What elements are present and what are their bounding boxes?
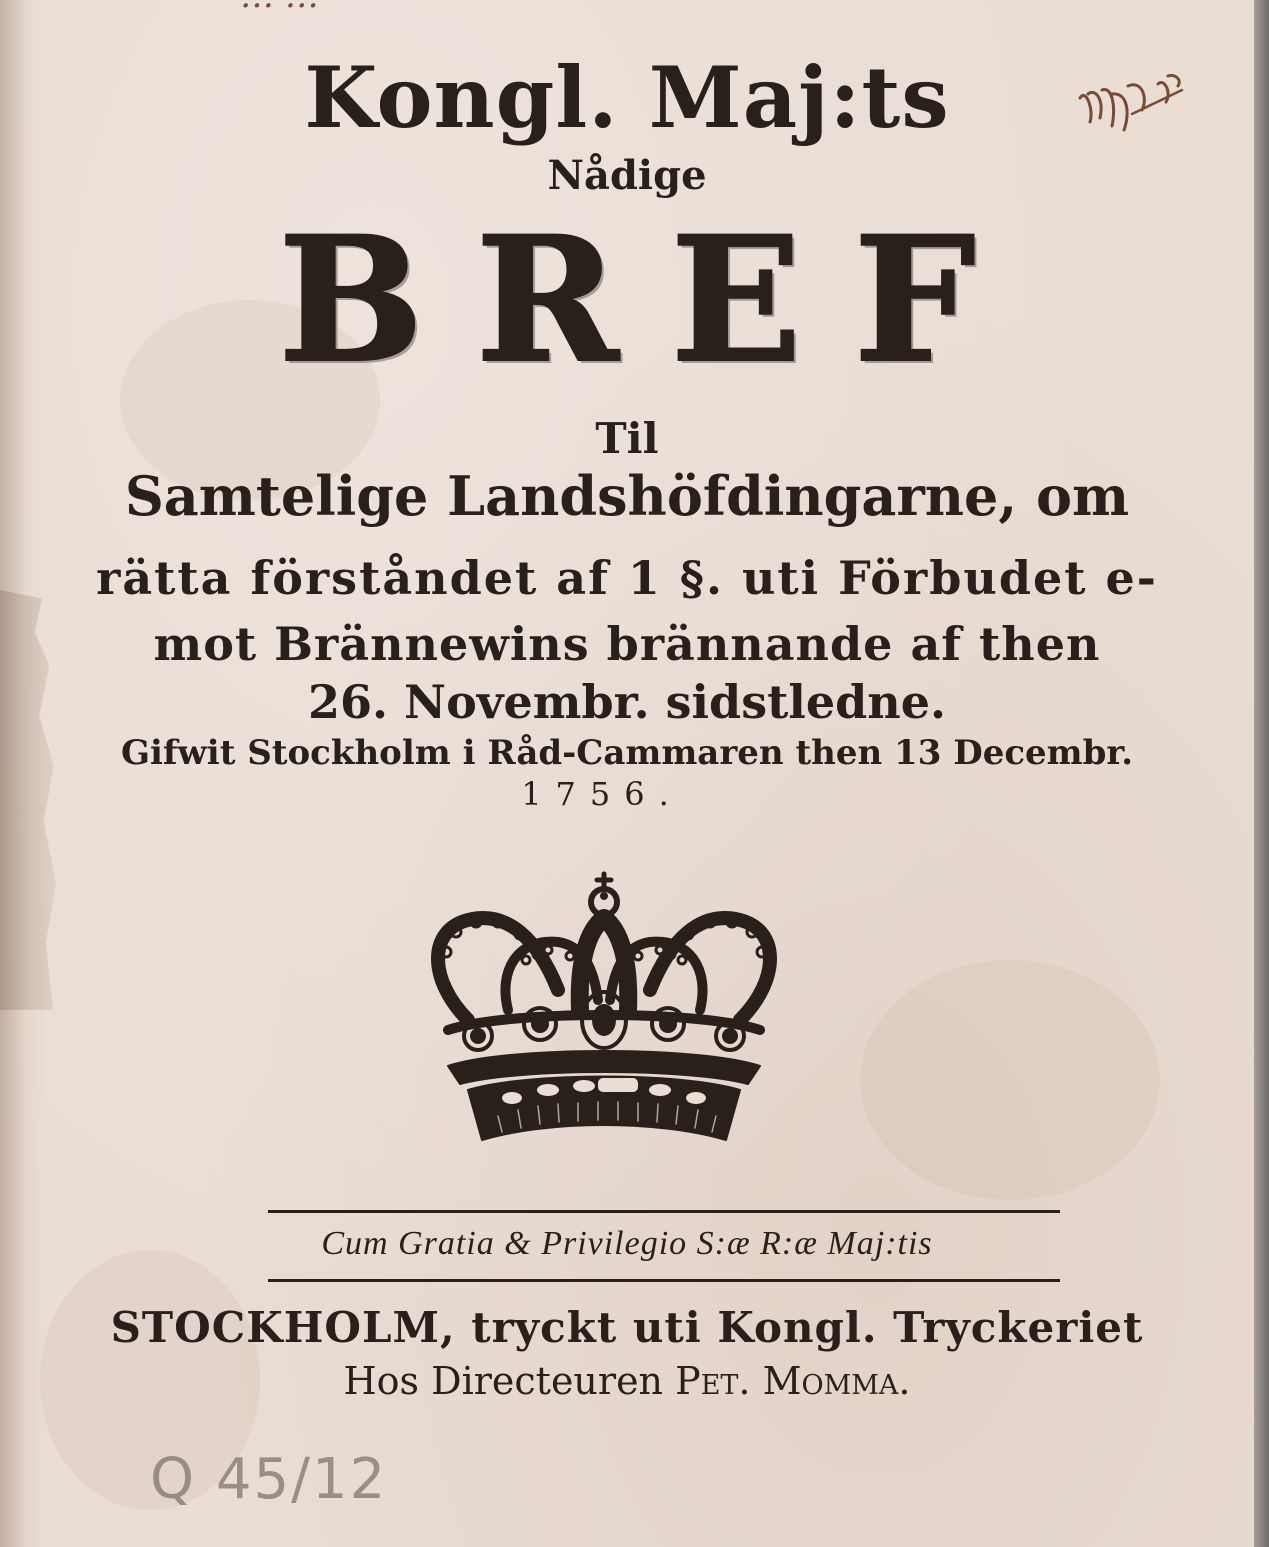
divider-rule-bottom xyxy=(268,1279,1060,1282)
royal-crown-icon xyxy=(408,870,800,1170)
paper-stain xyxy=(860,960,1160,1200)
imprint-prefix: Hos Directeuren xyxy=(343,1359,664,1403)
title-nadige: Nådige xyxy=(547,152,707,199)
body-line-4: 26. Novembr. sidstledne. xyxy=(308,675,946,729)
title-kongl-majts: Kongl. Maj:ts xyxy=(304,48,950,147)
imprint-line-1: STOCKHOLM, tryckt uti Kongl. Tryckeriet xyxy=(110,1303,1144,1352)
printer-name: Pet. Momma. xyxy=(675,1359,911,1403)
body-line-3: mot Brännewins brännande af then xyxy=(153,617,1101,671)
pencil-shelfmark: Q 45/12 xyxy=(150,1447,388,1512)
handwritten-top-note xyxy=(240,0,1140,16)
page-edge-shadow xyxy=(1254,0,1269,1547)
privilege-line: Cum Gratia & Privilegio S:æ R:æ Maj:tis xyxy=(321,1225,933,1262)
body-line-2: rätta förståndet af 1 §. uti Förbudet e- xyxy=(96,551,1158,605)
given-year: 1756. xyxy=(521,775,683,813)
imprint-line-2 xyxy=(0,1356,1254,1406)
given-place-date: Gifwit Stockholm i Råd-Cammaren then 13 Decembr. xyxy=(120,733,1134,773)
divider-rule-top xyxy=(268,1210,1060,1213)
addressee-intro: Til xyxy=(595,414,659,463)
title-bref-text: BREF xyxy=(278,198,1028,401)
body-line-1: Samtelige Landshöfdingarne, om xyxy=(124,464,1130,528)
title-bref xyxy=(0,200,1254,400)
